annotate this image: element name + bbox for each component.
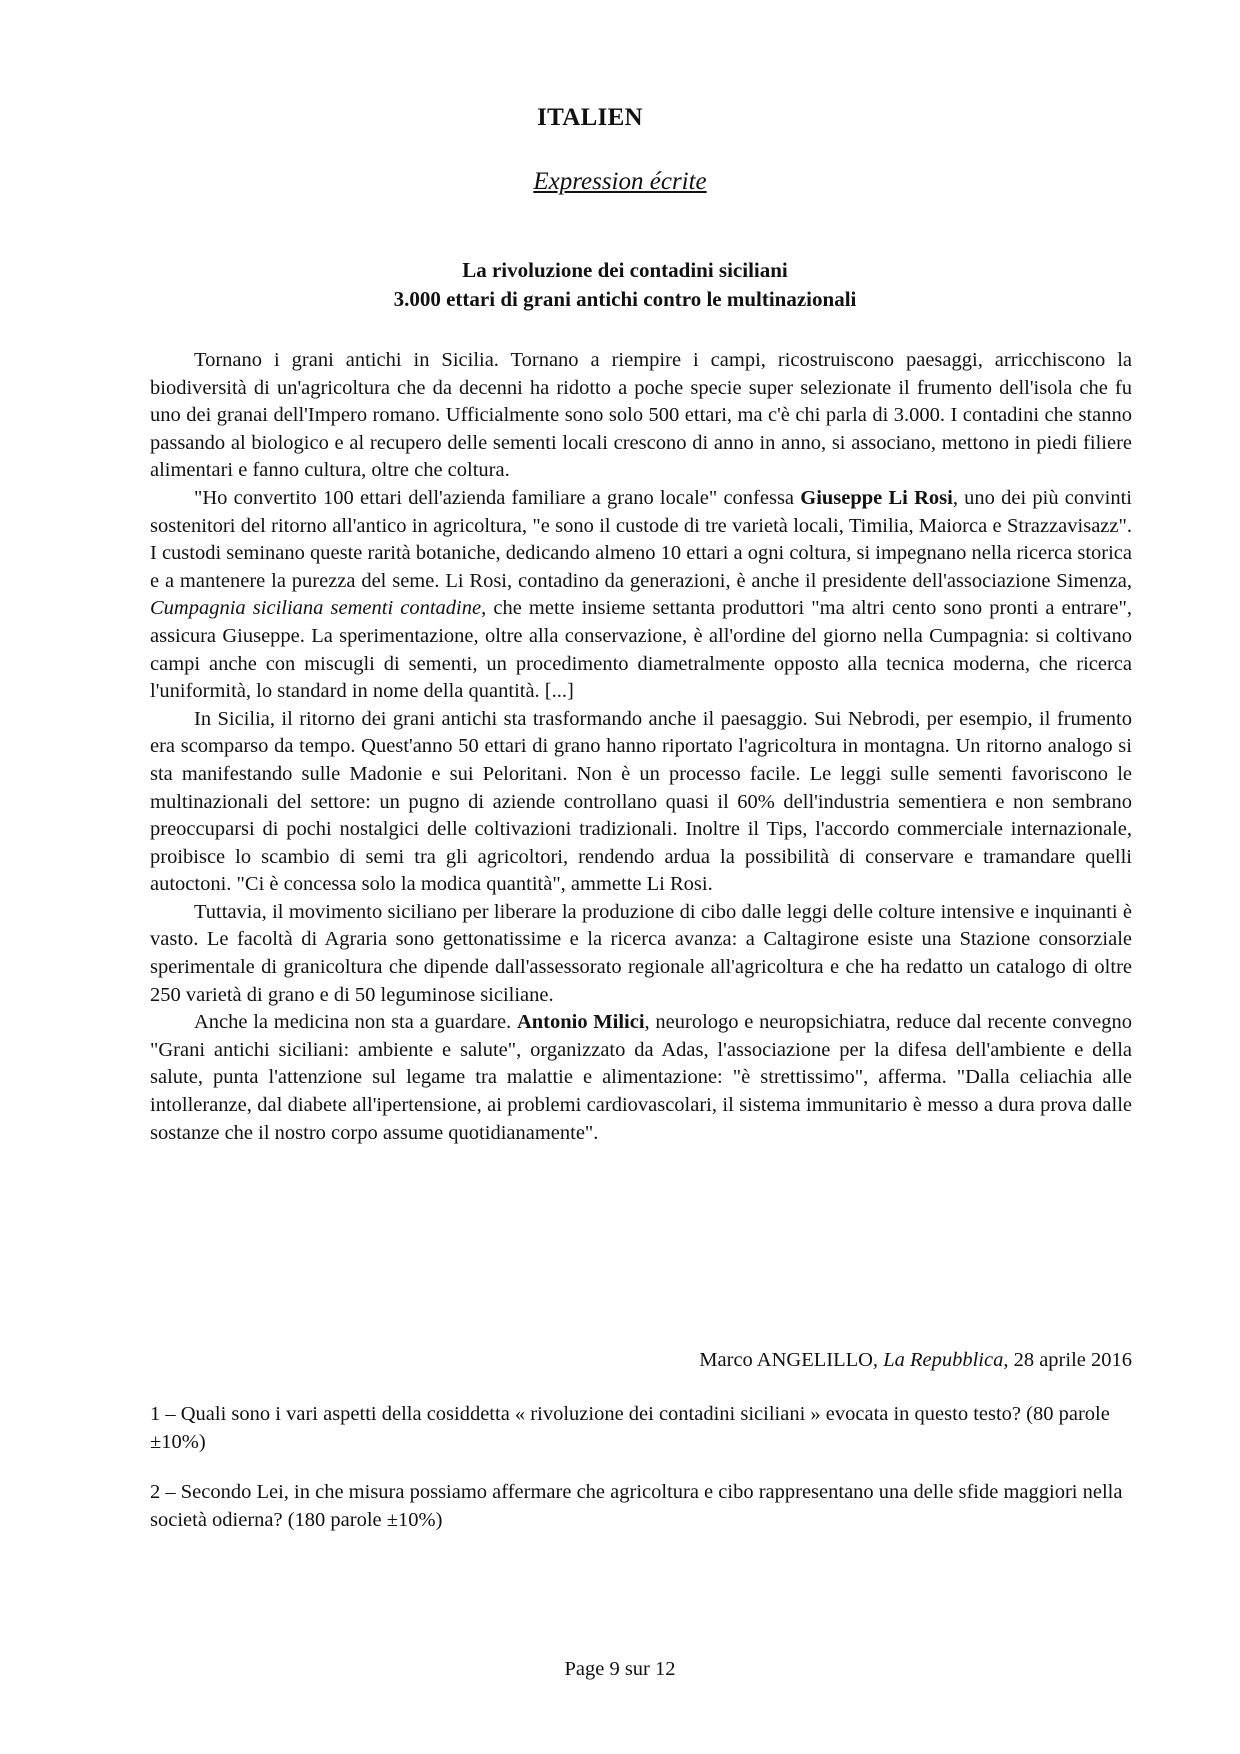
byline-source: La Repubblica (883, 1349, 1004, 1371)
paragraph-5-text-a: Anche la medicina non sta a guardare. (194, 1011, 517, 1034)
paragraph-3: In Sicilia, il ritorno dei grani antichi sta trasformando anche il paesaggio. Sui Nebrodi, per esempio, il frumento era scomparso da tempo. Quest'anno 50 ettari di grano hanno riportato l'agricoltura in montagna. Un ritorno analogo si sta manifestando sulle Madonie e sui Peloritani. Non è un processo facile. Le leggi sulle sementi favoriscono le multinazionali del settore: un pugno di aziende controllano quasi il 60% dell'industria sementiera e non sembrano preoccuparsi di pochi nostalgici delle coltivazioni tradizionali. Inoltre il Tips, l'accordo commerciale internazionale, proibisce lo scambio di semi tra gli agricoltori, rendendo ardua la possibilità di conservare e tramandare quelli autoctoni. "Ci è concessa solo la modica quantità", ammette Li Rosi. (150, 707, 1132, 896)
paragraph-2-text-c: , che mette insieme settanta produttori "ma altri cento sono pronti a entrare", assicura Giuseppe. La sperimentazione, oltre alla conservazione, è all'ordine del giorno nella Cumpagnia: si coltivano campi anche con miscugli di sementi, un procedimento diametralmente opposto alla tecnica moderna, che ricerca l'uniformità, lo standard in nome della quantità. [...] (150, 597, 1132, 703)
paragraph-2-text-b: , uno dei più convinti sostenitori del ritorno all'antico in agricoltura, "e sono il custode di tre varietà locali, Timilia, Maiorca e Strazzavisazz". I custodi seminano queste rarità botaniche, dedicando almeno 10 ettari a ogni coltura, si impegnano nella ricerca storica e a mantenere la purezza del seme. Li Rosi, contadino da generazioni, è anche il presidente dell'associazione Simenza, (150, 486, 1132, 592)
article-title (0, 256, 1240, 314)
paragraph-5 (150, 1009, 1132, 1147)
byline (699, 1349, 1132, 1372)
paragraph-1: Tornano i grani antichi in Sicilia. Tornano a riempire i campi, ricostruiscono paesaggi, arricchiscono la biodiversità di un'agricoltura che da decenni ha ridotto a poche specie super selezionate il frumento dell'isola che fu uno dei granai dell'Impero romano. Ufficialmente sono solo 500 ettari, ma c'è chi parla di 3.000. I contadini che stanno passando al biologico e al recupero delle sementi locali crescono di anno in anno, si associano, mettono in piedi filiere alimentari e fanno cultura, oltre che coltura. (150, 349, 1132, 482)
association-name: Cumpagnia siciliana sementi contadine (150, 597, 482, 620)
subject-heading: ITALIEN (537, 104, 643, 131)
article-title-line-1: La rivoluzione dei contadini siciliani (462, 258, 788, 282)
paragraph-4: Tuttavia, il movimento siciliano per liberare la produzione di cibo dalle leggi delle colture intensive e inquinanti è vasto. Le facoltà di Agraria sono gettonatissime e la ricerca avanza: a Caltagirone esiste una Stazione consorziale sperimentale di granicoltura che dipende dall'assessorato regionale all'agricoltura e che ha redatto un catalogo di oltre 250 varietà di grano e di 50 leguminose siciliane. (150, 900, 1132, 1006)
paragraph-5-text-b: , neurologo e neuropsichiatra, reduce dal recente convegno "Grani antichi siciliani: ambiente e salute", organizzato da Adas, l'associazione per la difesa dell'ambiente e della salute, punta l'attenzione sul legame tra malattie e alimentazione: "è strettissimo", afferma. "Dalla celiachia alle intolleranze, dal diabete all'ipertensione, ai problemi cardiovascolari, il sistema immunitario è messo a dura prova dalle sostanze che il nostro corpo assume quotidianamente". (150, 1011, 1132, 1144)
page-number: Page 9 sur 12 (564, 1658, 676, 1680)
paragraph-2 (150, 485, 1132, 706)
person-name-milici: Antonio Milici (516, 1011, 645, 1034)
person-name-li-rosi: Giuseppe Li Rosi (800, 486, 953, 509)
article-body (150, 347, 1132, 1147)
question-2: 2 – Secondo Lei, in che misura possiamo affermare che agricoltura e cibo rappresentano una delle sfide maggiori nella società odierna? (180 parole ±10%) (150, 1481, 1123, 1531)
byline-date: , 28 aprile 2016 (1003, 1349, 1132, 1371)
article-title-line-2: 3.000 ettari di grani antichi contro le multinazionali (393, 287, 857, 311)
paragraph-2-text-a: "Ho convertito 100 ettari dell'azienda familiare a grano locale" confessa (194, 486, 801, 509)
byline-author: Marco ANGELILLO, (699, 1349, 884, 1371)
question-1: 1 – Quali sono i vari aspetti della cosiddetta « rivoluzione dei contadini siciliani » evocata in questo testo? (80 parole ±10%) (150, 1403, 1110, 1453)
section-heading: Expression écrite (533, 168, 707, 195)
questions (150, 1400, 1132, 1556)
